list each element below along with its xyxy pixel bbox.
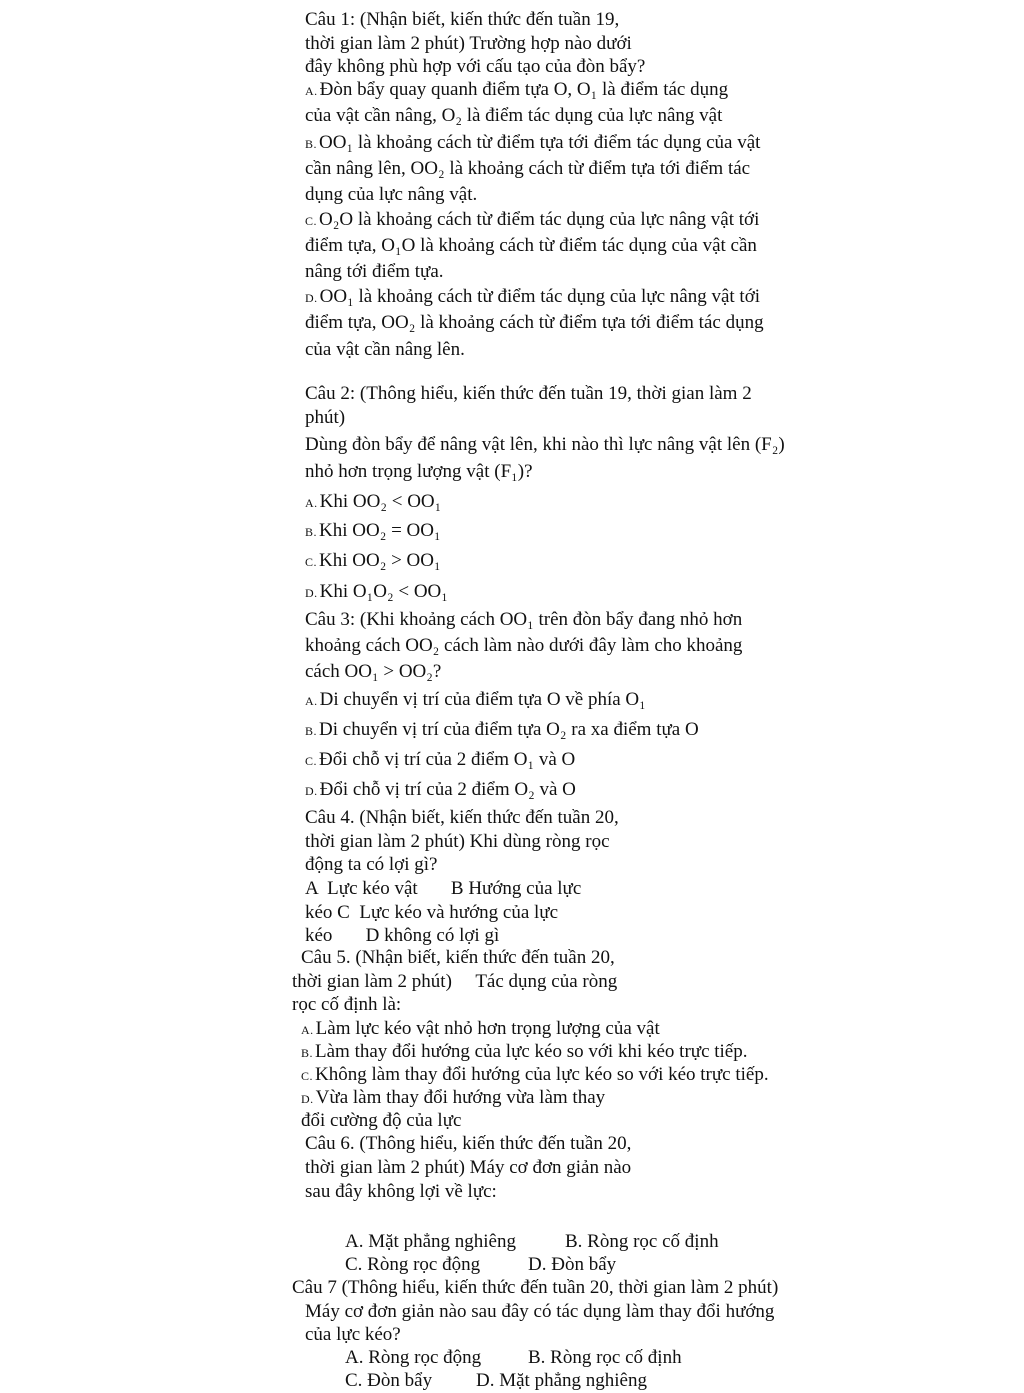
q5-c-text: Không làm thay đổi hướng của lực kéo so với kéo trực tiếp. [315,1064,769,1085]
q4-line-1: Câu 4. (Nhận biết, kiến thức đến tuần 20, [305,807,619,828]
q1-option-c [305,208,759,232]
q1-d-text-3: của vật cần nâng lên. [305,339,465,360]
q5-b-text: Làm thay đổi hướng của lực kéo so với khi kéo trực tiếp. [315,1041,748,1062]
q5-d-letter: D. [301,1092,314,1106]
q2-option-d [305,580,448,604]
q7-option-d: D. Mặt phẳng nghiêng [476,1370,647,1391]
q5-option-a [301,1017,660,1041]
q5-d-text-2: đổi cường độ của lực [301,1110,462,1131]
q7-line-3: của lực kéo? [305,1324,401,1345]
q1-line-1: Câu 1: (Nhận biết, kiến thức đến tuần 19, [305,9,620,30]
q7-option-b: B. Ròng rọc cố định [528,1347,682,1368]
q3-line-3: cách OO₁ > OO₂? [305,661,442,682]
q1-d-text-1: OO₁ là khoảng cách từ điểm tác dụng của lực nâng vật tới [319,286,761,307]
q3-b-text: Di chuyển vị trí của điểm tựa O₂ ra xa điểm tựa O [319,719,699,740]
q1-c-letter: C. [305,214,318,228]
q2-d-text: Khi O₁O₂ < OO₁ [319,581,448,602]
q3-a-text: Di chuyển vị trí của điểm tựa O về phía O₁ [319,689,646,710]
q2-line-3: Dùng đòn bẩy để nâng vật lên, khi nào thì lực nâng vật lên (F₂) [305,434,785,455]
q2-line-4: nhỏ hơn trọng lượng vật (F₁)? [305,461,533,482]
q5-a-text: Làm lực kéo vật nhỏ hơn trọng lượng của vật [315,1018,660,1039]
q3-option-b [305,718,699,742]
q4-line-2: thời gian làm 2 phút) Khi dùng ròng rọc [305,831,610,852]
q2-a-text: Khi OO₂ < OO₁ [319,491,442,512]
q3-line-1: Câu 3: (Khi khoảng cách OO₁ trên đòn bẩy đang nhỏ hơn [305,609,743,630]
q3-c-text: Đổi chỗ vị trí của 2 điểm O₁ và O [319,749,576,770]
q2-option-a [305,490,441,514]
q6-line-2: thời gian làm 2 phút) Máy cơ đơn giản nào [305,1157,632,1178]
q5-option-b [301,1040,748,1064]
q1-b-text-2: cần nâng lên, OO₂ là khoảng cách từ điểm tựa tới điểm tác [305,158,751,179]
q2-line-1: Câu 2: (Thông hiểu, kiến thức đến tuần 19, thời gian làm 2 [305,383,752,404]
q6-line-3: sau đây không lợi về lực: [305,1181,497,1202]
q1-line-3: đây không phù hợp với cấu tạo của đòn bẩy? [305,56,646,77]
q7-line-1: Câu 7 (Thông hiểu, kiến thức đến tuần 20, thời gian làm 2 phút) [292,1277,779,1298]
q3-option-d [305,778,576,802]
q2-line-2: phút) [305,407,346,428]
q5-a-letter: A. [301,1023,314,1037]
q2-c-text: Khi OO₂ > OO₁ [319,550,441,571]
q1-option-a [305,78,728,102]
q3-option-c [305,748,575,772]
q1-d-text-2: điểm tựa, OO₂ là khoảng cách từ điểm tựa tới điểm tác dụng [305,312,764,333]
q2-b-letter: B. [305,525,318,539]
q1-c-text-2: điểm tựa, O₁O là khoảng cách từ điểm tác dụng của vật cần [305,235,757,256]
q1-b-text-3: dụng của lực nâng vật. [305,184,478,205]
q1-line-2: thời gian làm 2 phút) Trường hợp nào dưới [305,33,632,54]
q1-b-letter: B. [305,137,318,151]
q6-option-d: D. Đòn bẩy [528,1254,617,1275]
q1-a-letter: A. [305,84,318,98]
q6-line-1: Câu 6. (Thông hiểu, kiến thức đến tuần 20, [305,1133,632,1154]
q1-option-b [305,131,760,155]
q5-line-1: Câu 5. (Nhận biết, kiến thức đến tuần 20, [301,947,615,968]
q4-line-6: kéo D không có lợi gì [305,925,500,946]
q2-option-b [305,519,441,543]
q2-d-letter: D. [305,586,318,600]
q4-line-3: động ta có lợi gì? [305,854,438,875]
q7-line-2: Máy cơ đơn giản nào sau đây có tác dụng làm thay đổi hướng [305,1301,775,1322]
q4-line-4: A Lực kéo vật B Hướng của lực [305,878,582,899]
q3-line-2: khoảng cách OO₂ cách làm nào dưới đây làm cho khoảng [305,635,743,656]
q2-option-c [305,549,441,573]
q1-a-text-2: của vật cần nâng, O₂ là điểm tác dụng của lực nâng vật [305,105,723,126]
q7-option-c: C. Đòn bẩy [345,1370,433,1391]
q4-line-5: kéo C Lực kéo và hướng của lực [305,902,559,923]
q3-c-letter: C. [305,754,318,768]
q3-d-letter: D. [305,784,318,798]
q6-option-c: C. Ròng rọc động [345,1254,481,1275]
q7-option-a: A. Ròng rọc động [345,1347,482,1368]
q1-a-text-1: Đòn bẩy quay quanh điểm tựa O, O₁ là điểm tác dụng [319,79,729,100]
q1-d-letter: D. [305,291,318,305]
q1-b-text-1: OO₁ là khoảng cách từ điểm tựa tới điểm tác dụng của vật [319,132,761,153]
q5-c-letter: C. [301,1069,314,1083]
q3-d-text: Đổi chỗ vị trí của 2 điểm O₂ và O [319,779,576,800]
q6-option-a: A. Mặt phẳng nghiêng [345,1231,516,1252]
q2-c-letter: C. [305,555,318,569]
q5-option-c [301,1063,769,1087]
q3-option-a [305,688,646,712]
q6-option-b: B. Ròng rọc cố định [565,1231,719,1252]
q5-d-text-1: Vừa làm thay đổi hướng vừa làm thay [315,1087,606,1108]
q5-line-2: thời gian làm 2 phút) Tác dụng của ròng [292,971,618,992]
q2-a-letter: A. [305,496,318,510]
q1-option-d [305,285,760,309]
q1-c-text-1: O₂O là khoảng cách từ điểm tác dụng của lực nâng vật tới [319,209,760,230]
q1-c-text-3: nâng tới điểm tựa. [305,261,444,282]
q5-b-letter: B. [301,1046,314,1060]
q5-option-d [301,1086,605,1110]
q3-a-letter: A. [305,694,318,708]
q3-b-letter: B. [305,724,318,738]
q2-b-text: Khi OO₂ = OO₁ [319,520,441,541]
q5-line-3: rọc cố định là: [292,994,402,1015]
